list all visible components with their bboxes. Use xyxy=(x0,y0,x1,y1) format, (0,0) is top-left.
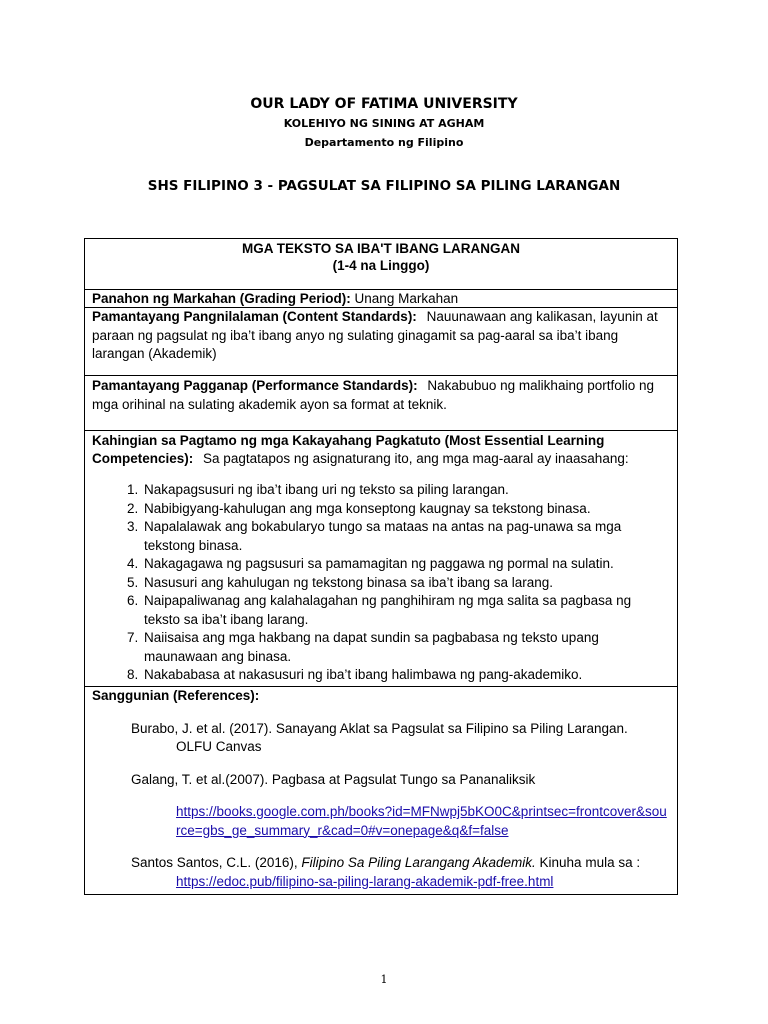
list-item: 1. Nakapagsusuri ng iba’t ibang uri ng teksto sa piling larangan. xyxy=(142,481,670,500)
reference-santos xyxy=(131,854,670,873)
department-name: Departamento ng Filipino xyxy=(304,136,464,149)
reference-santos-suffix: Kinuha mula sa : xyxy=(539,855,641,870)
reference-burabo-source: OLFU Canvas xyxy=(176,739,262,754)
competencies-row xyxy=(85,431,677,687)
reference-burabo: Burabo, J. et al. (2017). Sanayang Aklat sa Pagsulat sa Filipino sa Piling Larangan. xyxy=(131,720,628,736)
grading-period-value: Unang Markahan xyxy=(354,291,459,306)
reference-santos-prefix: Santos Santos, C.L. (2016), xyxy=(131,855,298,870)
reference-galang-link-line2: rce=gbs_ge_summary_r&cad=0#v=onepage&q&f=false xyxy=(176,822,509,838)
page-number: 1 xyxy=(380,973,388,986)
table-subtitle: (1-4 na Linggo) xyxy=(332,258,430,273)
grading-period-row xyxy=(85,290,677,308)
list-item: 7. Naiisaisa ang mga hakbang na dapat sundin sa pagbabasa ng teksto upang maunawaan ang binasa. xyxy=(142,629,670,666)
competencies-label: Kahingian sa Pagtamo ng mga Kakayahang Pagkatuto (Most Essential Learning Competencies): xyxy=(92,433,605,466)
reference-santos-link[interactable]: https://edoc.pub/filipino-sa-piling-larang-akademik-pdf-free.html xyxy=(176,873,554,889)
list-item: 5. Nasusuri ang kahulugan ng tekstong binasa sa iba’t ibang sa larang. xyxy=(142,574,670,593)
grading-period-label: Panahon ng Markahan (Grading Period): xyxy=(92,291,351,306)
competencies-intro: Sa pagtatapos ng asignaturang ito, ang mga mag-aaral ay inaasahang: xyxy=(203,450,629,466)
list-item: 8. Nakababasa at nakasusuri ng iba’t ibang halimbawa ng pang-akademiko. xyxy=(142,666,670,685)
competencies-list xyxy=(92,481,670,685)
college-name: KOLEHIYO NG SINING AT AGHAM xyxy=(283,117,485,130)
table-title-row xyxy=(85,239,677,290)
performance-standards-label: Pamantayang Pagganap (Performance Standards): xyxy=(92,378,418,393)
performance-standards-row xyxy=(85,376,677,431)
list-item: 4. Nakagagawa ng pagsusuri sa pamamagitan ng paggawa ng pormal na sulatin. xyxy=(142,555,670,574)
list-item: 3. Napalalawak ang bokabularyo tungo sa mataas na antas na pag-unawa sa mga tekstong binasa. xyxy=(142,518,670,555)
reference-santos-title: Filipino Sa Piling Larangang Akademik. xyxy=(301,855,536,870)
content-standards-value: Nauunawaan ang kalikasan, layunin at paraan ng pagsulat ng iba’t ibang anyo ng sulating ginagamit sa pag-aaral sa iba’t ibang larangan (Akademik) xyxy=(92,309,658,361)
reference-galang: Galang, T. et al.(2007). Pagbasa at Pagsulat Tungo sa Pananaliksik xyxy=(131,771,536,787)
syllabus-table xyxy=(84,238,678,895)
table-title: MGA TEKSTO SA IBA'T IBANG LARANGAN xyxy=(242,241,520,256)
university-name: OUR LADY OF FATIMA UNIVERSITY xyxy=(250,96,518,112)
reference-galang-link-line1: https://books.google.com.ph/books?id=MFNwpj5bKO0C&printsec=frontcover&sou xyxy=(176,804,667,819)
content-standards-row xyxy=(85,308,677,376)
list-item: 6. Naipapaliwanag ang kalahalagahan ng panghihiram ng mga salita sa pagbasa ng teksto sa iba’t ibang larang. xyxy=(142,592,670,629)
list-item: 2. Nabibigyang-kahulugan ang mga konseptong kaugnay sa tekstong binasa. xyxy=(142,500,670,519)
performance-standards-value: Nakabubuo ng malikhaing portfolio ng mga orihinal na sulating akademik ayon sa format at teknik. xyxy=(92,378,655,412)
references-row xyxy=(85,687,677,896)
content-standards-label: Pamantayang Pangnilalaman (Content Standards): xyxy=(92,309,417,324)
course-title: SHS FILIPINO 3 - PAGSULAT SA FILIPINO SA PILING LARANGAN xyxy=(147,178,621,194)
reference-galang-link[interactable] xyxy=(176,803,670,840)
references-label: Sanggunian (References): xyxy=(92,688,260,703)
